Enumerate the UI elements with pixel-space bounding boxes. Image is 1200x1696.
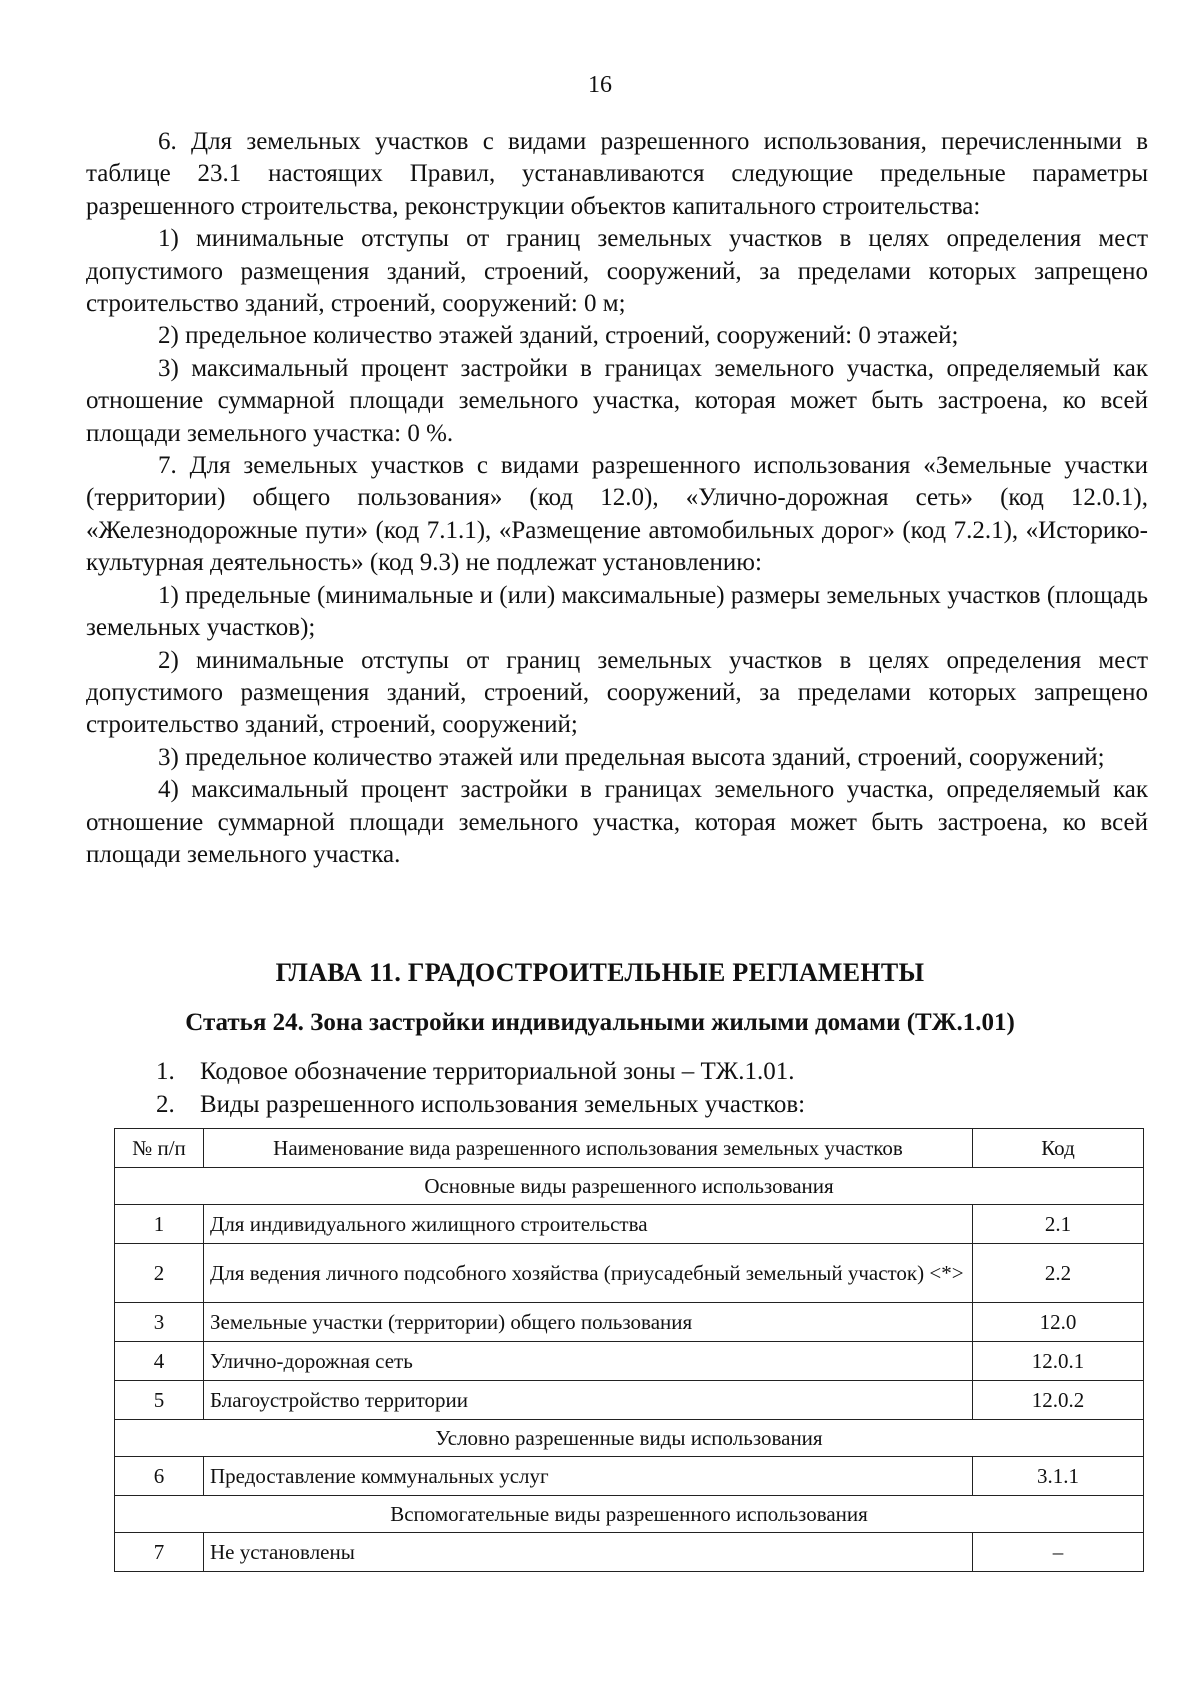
row-code: 12.0.2: [973, 1381, 1144, 1420]
paragraph-7-item-1: 1) предельные (минимальные и (или) максимальные) размеры земельных участков (площадь земельных участков);: [86, 581, 1148, 642]
row-num: 7: [115, 1533, 204, 1572]
table-row: [115, 1533, 1144, 1572]
row-code: 3.1.1: [973, 1457, 1144, 1496]
body-text: [86, 126, 1148, 871]
numbered-item-text: Виды разрешенного использования земельных участков:: [200, 1091, 806, 1118]
table-row: [115, 1244, 1144, 1303]
chapter-title: ГЛАВА 11. ГРАДОСТРОИТЕЛЬНЫЕ РЕГЛАМЕНТЫ: [275, 958, 925, 987]
paragraph-7: 7. Для земельных участков с видами разрешенного использования «Земельные участки (территории) общего пользования» (код 12.0), «Улично-дорожная сеть» (код 12.0.1), «Железнодорожные пути» (код 7.1.1), «Размещение автомобильных дорог» (код 7.2.1), «Историко-культурная деятельность» (код 9.3) не подлежат установлению:: [86, 452, 1148, 577]
section-title: Условно разрешенные виды использования: [115, 1420, 1144, 1457]
section-title: Вспомогательные виды разрешенного использования: [115, 1496, 1144, 1533]
row-code: –: [973, 1533, 1144, 1572]
row-name: Предоставление коммунальных услуг: [204, 1457, 973, 1496]
row-num: 2: [115, 1244, 204, 1303]
paragraph-6-item-2: 2) предельное количество этажей зданий, строений, сооружений: 0 этажей;: [158, 322, 959, 350]
paragraph-7-item-2: 2) минимальные отступы от границ земельных участков в целях определения мест допустимого размещения зданий, строений, сооружений, за пределами которых запрещено строительство зданий, строений, сооружений;: [86, 646, 1148, 739]
table-header-row: [115, 1129, 1144, 1168]
row-code: 2.2: [973, 1244, 1144, 1303]
numbered-item-1: [156, 1056, 794, 1088]
row-num: 6: [115, 1457, 204, 1496]
row-name: Благоустройство территории: [204, 1381, 973, 1420]
row-num: 1: [115, 1205, 204, 1244]
row-num: 5: [115, 1381, 204, 1420]
numbered-item-number: 1.: [156, 1058, 175, 1085]
row-code: 12.0: [973, 1303, 1144, 1342]
row-code: 2.1: [973, 1205, 1144, 1244]
row-name: Улично-дорожная сеть: [204, 1342, 973, 1381]
section-row: [115, 1420, 1144, 1457]
section-row: [115, 1496, 1144, 1533]
table-row: [115, 1457, 1144, 1496]
paragraph-6-item-1: 1) минимальные отступы от границ земельных участков в целях определения мест допустимого размещения зданий, строений, сооружений, за пределами которых запрещено строительство зданий, строений, сооружений: 0 м;: [86, 225, 1148, 318]
paragraph-7-item-3: 3) предельное количество этажей или предельная высота зданий, строений, сооружений;: [158, 743, 1105, 771]
permitted-uses-table: [114, 1128, 1144, 1572]
numbered-item-2: [156, 1089, 805, 1121]
section-row: [115, 1168, 1144, 1205]
header-num: № п/п: [115, 1129, 204, 1168]
paragraph-6-item-3: 3) максимальный процент застройки в границах земельного участка, определяемый как отношение суммарной площади земельного участка, которая может быть застроена, ко всей площади земельного участка: 0 %.: [86, 354, 1148, 447]
table-row: [115, 1381, 1144, 1420]
page-number: 16: [588, 72, 612, 98]
table-row: [115, 1342, 1144, 1381]
numbered-item-text: Кодовое обозначение территориальной зоны – ТЖ.1.01.: [200, 1058, 795, 1085]
row-num: 4: [115, 1342, 204, 1381]
row-name: Для индивидуального жилищного строительства: [204, 1205, 973, 1244]
article-title: Статья 24. Зона застройки индивидуальными жилыми домами (ТЖ.1.01): [185, 1009, 1015, 1036]
paragraph-6: 6. Для земельных участков с видами разрешенного использования, перечисленными в таблице 23.1 настоящих Правил, устанавливаются следующие предельные параметры разрешенного строительства, реконструкции объектов капитального строительства:: [86, 128, 1148, 220]
header-name: Наименование вида разрешенного использования земельных участков: [204, 1129, 973, 1168]
table-row: [115, 1205, 1144, 1244]
paragraph-7-item-4: 4) максимальный процент застройки в границах земельного участка, определяемый как отношение суммарной площади земельного участка, которая может быть застроена, ко всей площади земельного участка.: [86, 776, 1148, 868]
row-code: 12.0.1: [973, 1342, 1144, 1381]
header-code: Код: [973, 1129, 1144, 1168]
table-row: [115, 1303, 1144, 1342]
row-name: Для ведения личного подсобного хозяйства (приусадебный земельный участок) <*>: [204, 1244, 973, 1303]
numbered-item-number: 2.: [156, 1091, 175, 1118]
section-title: Основные виды разрешенного использования: [115, 1168, 1144, 1205]
row-num: 3: [115, 1303, 204, 1342]
row-name: Не установлены: [204, 1533, 973, 1572]
row-name: Земельные участки (территории) общего пользования: [204, 1303, 973, 1342]
